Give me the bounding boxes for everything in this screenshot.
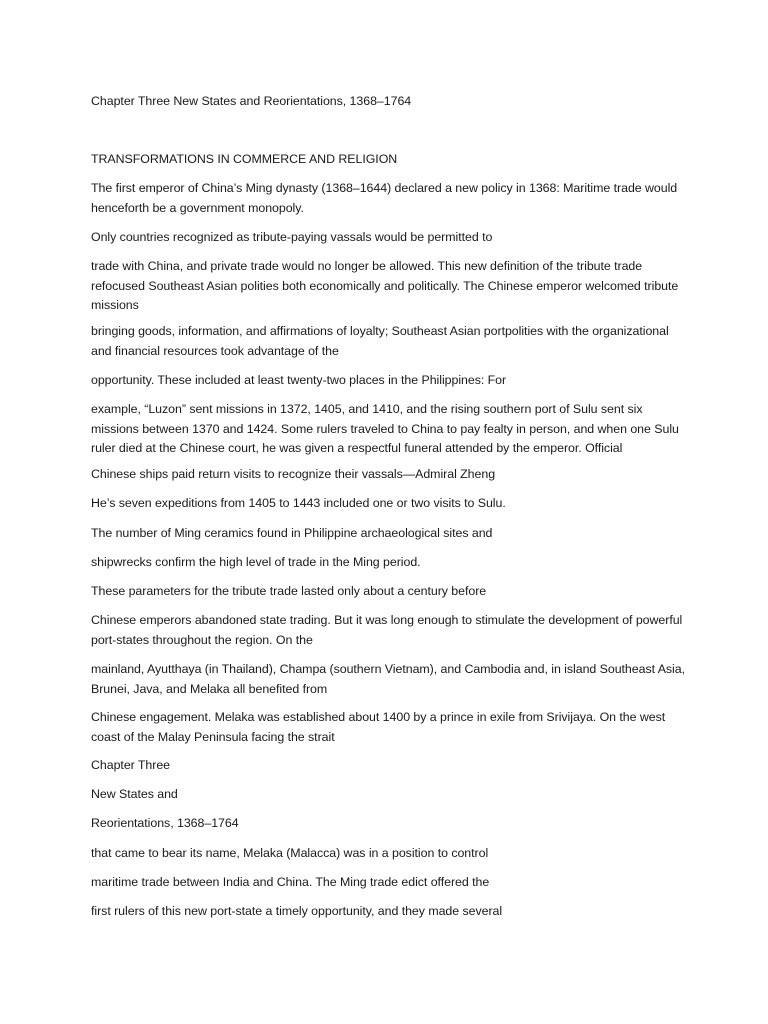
chapter-heading: Chapter Three New States and Reorientations, 1368–1764	[91, 94, 412, 108]
body-paragraph: trade with China, and private trade would no longer be allowed. This new definition of the tribute trade refocused Southeast Asian polities both economically and politically. The Chinese emperor welcomed tribute missions	[91, 259, 679, 312]
body-paragraph: Chinese emperors abandoned state trading. But it was long enough to stimulate the development of powerful port-states throughout the region. On the	[91, 613, 683, 647]
body-paragraph: Chinese engagement. Melaka was established about 1400 by a prince in exile from Srivijaya. On the west coast of the Malay Peninsula facing the strait	[91, 710, 666, 744]
section-heading: TRANSFORMATIONS IN COMMERCE AND RELIGION	[91, 152, 398, 166]
body-paragraph: opportunity. These included at least twenty-two places in the Philippines: For	[91, 373, 507, 387]
running-header-dates: Reorientations, 1368–1764	[91, 816, 239, 830]
body-paragraph: The number of Ming ceramics found in Philippine archaeological sites and	[91, 526, 493, 540]
body-paragraph: first rulers of this new port-state a timely opportunity, and they made several	[91, 904, 503, 918]
body-paragraph: He’s seven expeditions from 1405 to 1443 included one or two visits to Sulu.	[91, 496, 506, 510]
body-paragraph: example, “Luzon” sent missions in 1372, 1405, and 1410, and the rising southern port of Sulu sent six missions between 1370 and 1424. Some rulers traveled to China to pay fealty in person, and when one Sulu ruler died at the Chinese court, he was given a respectful funeral attended by the emperor. Official	[91, 402, 679, 455]
body-paragraph: shipwrecks confirm the high level of trade in the Ming period.	[91, 555, 421, 569]
body-paragraph: mainland, Ayutthaya (in Thailand), Champa (southern Vietnam), and Cambodia and, in island Southeast Asia, Brunei, Java, and Melaka all benefited from	[91, 662, 685, 696]
running-header-chapter: Chapter Three	[91, 758, 171, 772]
body-paragraph: Chinese ships paid return visits to recognize their vassals—Admiral Zheng	[91, 467, 496, 481]
body-paragraph: These parameters for the tribute trade lasted only about a century before	[91, 584, 487, 598]
body-paragraph: Only countries recognized as tribute-paying vassals would be permitted to	[91, 230, 493, 244]
running-header-title: New States and	[91, 787, 178, 801]
body-paragraph: The first emperor of China’s Ming dynasty (1368–1644) declared a new policy in 1368: Maritime trade would henceforth be a government monopoly.	[91, 181, 678, 215]
body-paragraph: bringing goods, information, and affirmations of loyalty; Southeast Asian portpolities with the organizational and financial resources took advantage of the	[91, 324, 669, 358]
body-paragraph: that came to bear its name, Melaka (Malacca) was in a position to control	[91, 846, 489, 860]
body-paragraph: maritime trade between India and China. The Ming trade edict offered the	[91, 875, 490, 889]
